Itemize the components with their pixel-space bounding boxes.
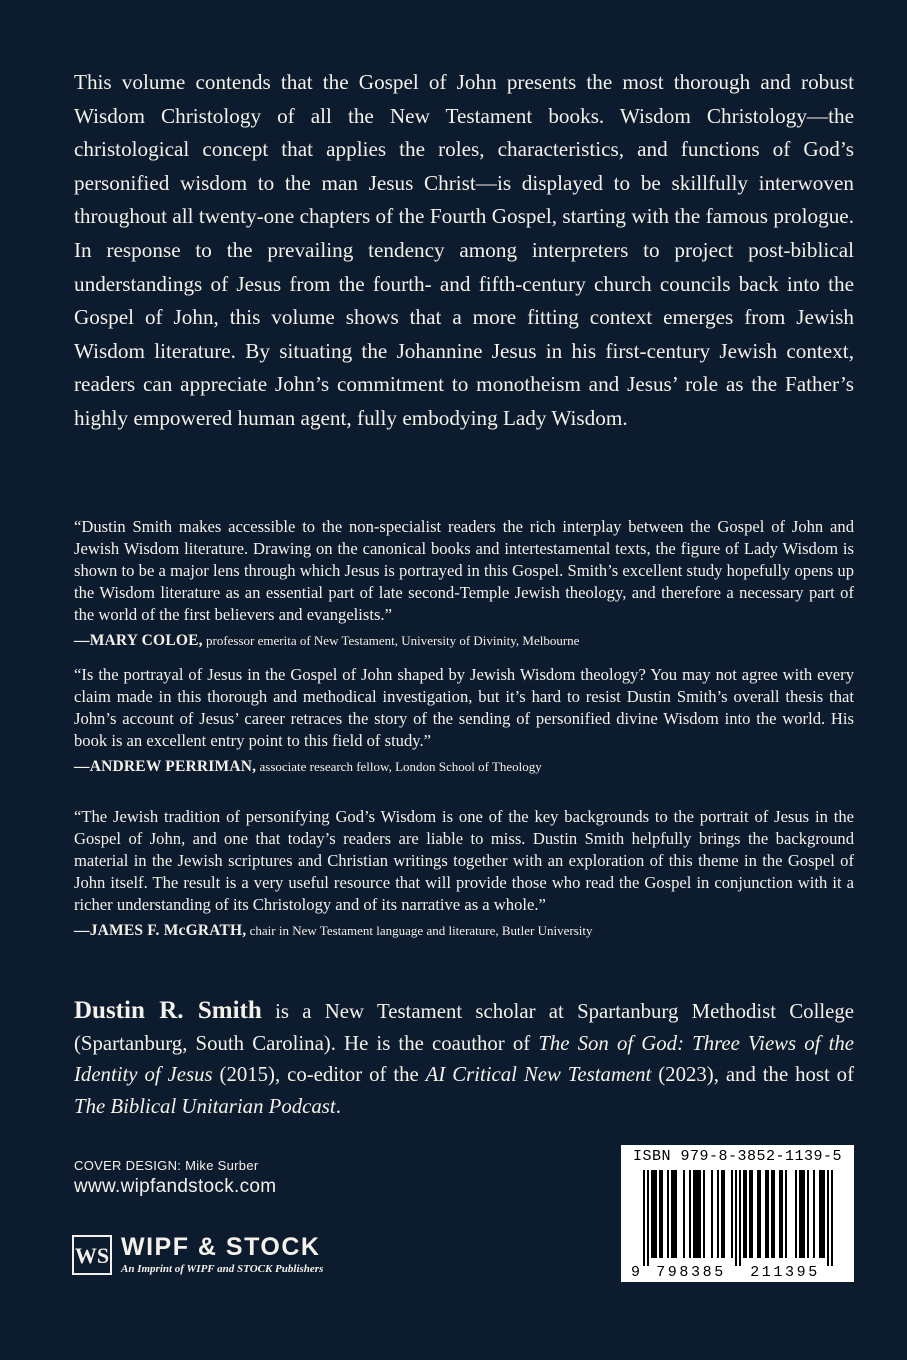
endorsement-attribution [74,921,854,941]
barcode-bar [735,1170,737,1266]
barcode-bar [795,1170,797,1258]
barcode-bar [781,1170,783,1258]
barcode-bar [803,1170,805,1258]
barcode-bar [711,1170,713,1258]
barcode-bar [785,1170,787,1258]
barcode-bar [697,1170,699,1258]
barcode-bar [667,1170,669,1258]
barcode-bar [655,1170,657,1258]
barcode-bar [717,1170,719,1258]
isbn-label: ISBN 979-8-3852-1139-5 [632,1148,843,1165]
author-name: Dustin R. Smith [74,997,262,1024]
barcode-bar [773,1170,775,1258]
barcode-bar [647,1170,649,1266]
barcode-bar [767,1170,769,1258]
endorsement [74,806,854,941]
publisher-logo [72,1233,392,1283]
barcode-bar [831,1170,833,1266]
barcode-bar [801,1170,803,1258]
barcode-bar [703,1170,705,1258]
barcode-bar [699,1170,701,1258]
publisher-name: WIPF & STOCK [121,1233,321,1261]
barcode-bar [779,1170,781,1258]
barcode-bar [675,1170,677,1258]
endorser-title: chair in New Testament language and literature, Butler University [249,923,593,938]
credits [74,1158,276,1198]
endorsement [74,664,854,777]
barcode-bar [745,1170,747,1258]
endorsement-attribution [74,757,854,777]
barcode-bar [643,1170,645,1266]
barcode-bar [661,1170,663,1258]
book-description: This volume contends that the Gospel of John presents the most thorough and robust Wisdom Christology of all the New Testament books. Wisdom Christology—the christological concept that applies the roles, characteristics, and functions of God’s personified wisdom to the man Jesus Christ—is displayed to be skillfully interwoven throughout all twenty-one chapters of the Fourth Gospel, starting with the famous prologue. In response to the prevailing tendency among interpreters to project post-biblical understandings of Jesus from the fourth- and fifth-century church councils back into the Gospel of John, this volume shows that a more fitting context emerges from Jewish Wisdom literature. By situating the Johannine Jesus in his first-century Jewish context, readers can appreciate John’s commitment to monotheism and Jesus’ role as the Father’s highly empowered human agent, fully embodying Lady Wisdom. [74,70,854,430]
barcode-bar [673,1170,675,1258]
barcode-bar [731,1170,733,1258]
barcode-bar [757,1170,759,1258]
barcode-bar [799,1170,801,1258]
barcode-bar [807,1170,809,1258]
bio-text: . [335,1094,341,1118]
barcode-bar [823,1170,825,1258]
barcode-bar [827,1170,829,1266]
barcode-bar [689,1170,691,1258]
isbn-barcode [621,1145,854,1282]
barcode-bar [759,1170,761,1258]
barcode-digits: 9 [631,1264,641,1281]
barcode-digits: 798385 [656,1264,726,1281]
endorsement [74,516,854,651]
barcode-bar [721,1170,723,1258]
book-title: The Son of God: Three Views of the Identity of Jesus [74,1031,854,1086]
endorser-name: —JAMES F. McGRATH, [74,922,247,939]
barcode-bar [651,1170,653,1258]
barcode-bar [765,1170,767,1258]
barcode-bar [683,1170,685,1258]
barcode-bar [749,1170,751,1258]
bio-text: is a New Testament scholar at Spartanburg Methodist College (Spartanburg, South Carolina). He is the coauthor of [74,1000,854,1055]
barcode-bar [693,1170,695,1258]
barcode-icon [621,1145,854,1282]
bio-text: (2015), co-editor of the [212,1063,426,1086]
barcode-digits: 211395 [750,1264,820,1281]
barcode-bar [771,1170,773,1258]
endorsement-quote: “Dustin Smith makes accessible to the non-specialist readers the rich interplay between the Gospel of John and Jewish Wisdom literature. Drawing on the canonical books and intertestamental texts, the figure of Lady Wisdom is shown to be a major lens through which Jesus is portrayed in this Gospel. Smith’s excellent study hopefully opens up the Wisdom literature as an essential part of late second-Temple Jewish theology, and therefore a necessary part of the world of the first believers and evangelists.” [74,517,854,624]
barcode-bar [751,1170,753,1258]
endorser-title: professor emerita of New Testament, University of Divinity, Melbourne [205,633,580,648]
ws-logo-icon [72,1235,112,1275]
endorser-name: —MARY COLOE, [74,632,203,649]
publisher-website[interactable]: www.wipfandstock.com [74,1176,277,1197]
barcode-bar [743,1170,745,1258]
cover-design-credit: COVER DESIGN: Mike Surber [74,1158,259,1173]
endorser-name: —ANDREW PERRIMAN, [74,758,257,775]
book-title: AI Critical New Testament [425,1063,652,1086]
barcode-bar [813,1170,815,1258]
barcode-bar [821,1170,823,1258]
bio-text: (2023), and the host of [651,1063,855,1086]
author-bio [74,995,854,1122]
endorsement-quote: “Is the portrayal of Jesus in the Gospel of John shaped by Jewish Wisdom theology? You may not agree with every claim made in this thorough and methodical investigation, but it’s hard to resist Dustin Smith’s overall thesis that John’s account of Jesus’ career retraces the story of the sending of personified divine Wisdom into the world. His book is an excellent entry point to this field of study.” [74,665,854,750]
barcode-bar [739,1170,741,1266]
barcode-bar [659,1170,661,1258]
publisher-tagline: An Imprint of WIPF and STOCK Publishers [121,1263,324,1275]
svg-text:WS: WS [74,1243,110,1268]
endorsement-attribution [74,631,854,651]
barcode-bar [653,1170,655,1258]
podcast-title: The Biblical Unitarian Podcast [74,1094,336,1118]
barcode-bar [671,1170,673,1258]
barcode-bar [723,1170,725,1258]
endorsement-quote: “The Jewish tradition of personifying God’s Wisdom is one of the key backgrounds to the portrait of Jesus in the Gospel of John, and one that today’s readers are liable to miss. Dustin Smith helpfully brings the background material in the Jewish scriptures and Christian writings together with an exploration of this theme in the Gospel of John itself. The result is a very useful resource that will provide those who read the Gospel in conjunction with it a richer understanding of its Christology and of its narrative as a whole.” [74,807,854,914]
barcode-bar [819,1170,821,1258]
barcode-bar [695,1170,697,1258]
endorser-title: associate research fellow, London School of Theology [259,759,542,774]
